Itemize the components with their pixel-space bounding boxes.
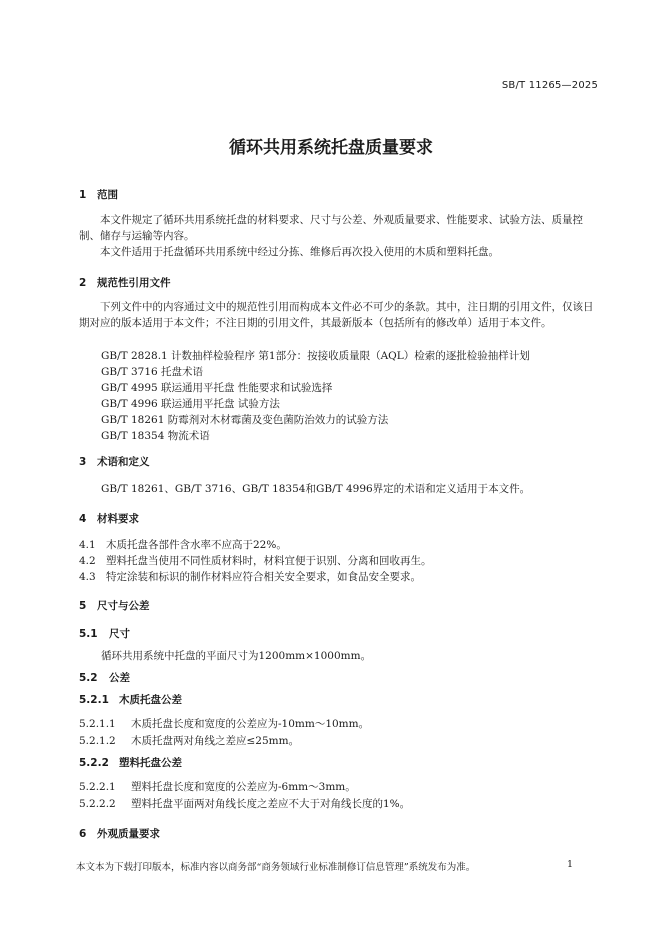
reference-item: GB/T 18354 物流术语	[101, 430, 210, 442]
section-1-paragraph-1: 本文件规定了循环共用系统托盘的材料要求、尺寸与公差、外观质量要求、性能要求、试验方法、质量控制、储存与运输等内容。	[79, 214, 583, 242]
clause-number: 5.2.1.2	[79, 735, 116, 747]
clause-text: 木质托盘各部件含水率不应高于22%。	[106, 539, 287, 551]
clause-text: 塑料托盘平面两对角线长度之差应不大于对角线长度的1%。	[131, 798, 411, 810]
clause-text: 塑料托盘当使用不同性质材料时，材料宜便于识别、分离和回收再生。	[106, 555, 432, 567]
section-title: 术语和定义	[97, 456, 150, 468]
section-title: 范围	[97, 189, 118, 201]
clause-text: 塑料托盘长度和宽度的公差应为-6mm～3mm。	[131, 781, 356, 793]
section-title: 外观质量要求	[97, 828, 160, 840]
clause-number: 5.2.1	[79, 694, 109, 706]
section-1-paragraph-2: 本文件适用于托盘循环共用系统中经过分拣、维修后再次投入使用的木质和塑料托盘。	[100, 246, 499, 258]
document-title: 循环共用系统托盘质量要求	[229, 138, 433, 158]
section-title: 规范性引用文件	[97, 277, 171, 289]
section-4-heading	[79, 511, 139, 526]
clause-5-2-2-1	[79, 779, 356, 795]
reference-item: GB/T 4995 联运通用平托盘 性能要求和试验选择	[101, 382, 333, 394]
section-number: 6	[79, 828, 87, 840]
section-6-heading	[79, 826, 160, 841]
clause-title: 公差	[109, 672, 130, 684]
clause-5-2-heading	[79, 670, 130, 685]
reference-item: GB/T 3716 托盘术语	[101, 366, 204, 378]
clause-5-1-heading	[79, 626, 130, 641]
clause-number: 5.2	[79, 672, 98, 684]
clause-5-2-1-2	[79, 733, 299, 749]
section-3-paragraph: GB/T 18261、GB/T 3716、GB/T 18354和GB/T 4996界定的术语和定义适用于本文件。	[101, 483, 531, 495]
clause-5-2-1-heading	[79, 692, 182, 707]
clause-number: 5.1	[79, 628, 98, 640]
clause-text: 特定涂装和标识的制作材料应符合相关安全要求，如食品安全要求。	[106, 571, 421, 583]
section-1-heading	[79, 187, 118, 202]
page-number: 1	[567, 859, 574, 870]
section-number: 2	[79, 277, 87, 289]
clause-title: 木质托盘公差	[119, 694, 182, 706]
section-3-heading	[79, 454, 150, 469]
clause-number: 4.2	[79, 555, 96, 567]
section-number: 5	[79, 600, 87, 612]
clause-text: 木质托盘长度和宽度的公差应为-10mm～10mm。	[131, 718, 370, 730]
clause-5-2-2-heading	[79, 755, 182, 770]
section-2-heading	[79, 275, 171, 290]
section-number: 1	[79, 189, 87, 201]
clause-number: 4.3	[79, 571, 96, 583]
clause-number: 4.1	[79, 539, 96, 551]
clause-title: 尺寸	[109, 628, 130, 640]
clause-4-1	[79, 537, 287, 553]
clause-number: 5.2.2.1	[79, 781, 116, 793]
footer-notice: 本文本为下载打印版本，标准内容以商务部“商务领域行业标准制修订信息管理”系统发布为准。	[76, 862, 476, 873]
clause-5-2-1-1	[79, 716, 369, 732]
section-number: 3	[79, 456, 87, 468]
clause-number: 5.2.1.1	[79, 718, 116, 730]
section-5-heading	[79, 598, 150, 613]
standard-code: SB/T 11265—2025	[501, 80, 598, 91]
clause-4-3	[79, 569, 421, 585]
clause-4-2	[79, 553, 432, 569]
clause-5-2-2-2	[79, 796, 410, 812]
reference-item: GB/T 18261 防霉剂对木材霉菌及变色菌防治效力的试验方法	[101, 414, 389, 426]
section-title: 材料要求	[97, 513, 139, 525]
section-number: 4	[79, 513, 87, 525]
clause-title: 塑料托盘公差	[119, 757, 182, 769]
section-title: 尺寸与公差	[97, 600, 150, 612]
clause-5-1-text: 循环共用系统中托盘的平面尺寸为1200mm×1000mm。	[101, 650, 372, 662]
reference-item: GB/T 4996 联运通用平托盘 试验方法	[101, 398, 280, 410]
clause-text: 木质托盘两对角线之差应≤25mm。	[131, 735, 300, 747]
clause-number: 5.2.2.2	[79, 798, 116, 810]
reference-item: GB/T 2828.1 计数抽样检验程序 第1部分：按接收质量限（AQL）检索的逐批检验抽样计划	[101, 350, 530, 362]
section-2-paragraph: 下列文件中的内容通过文中的规范性引用而构成本文件必不可少的条款。其中，注日期的引用文件，仅该日期对应的版本适用于本文件；不注日期的引用文件，其最新版本（包括所有的修改单）适用于本文件。	[79, 301, 594, 329]
clause-number: 5.2.2	[79, 757, 109, 769]
